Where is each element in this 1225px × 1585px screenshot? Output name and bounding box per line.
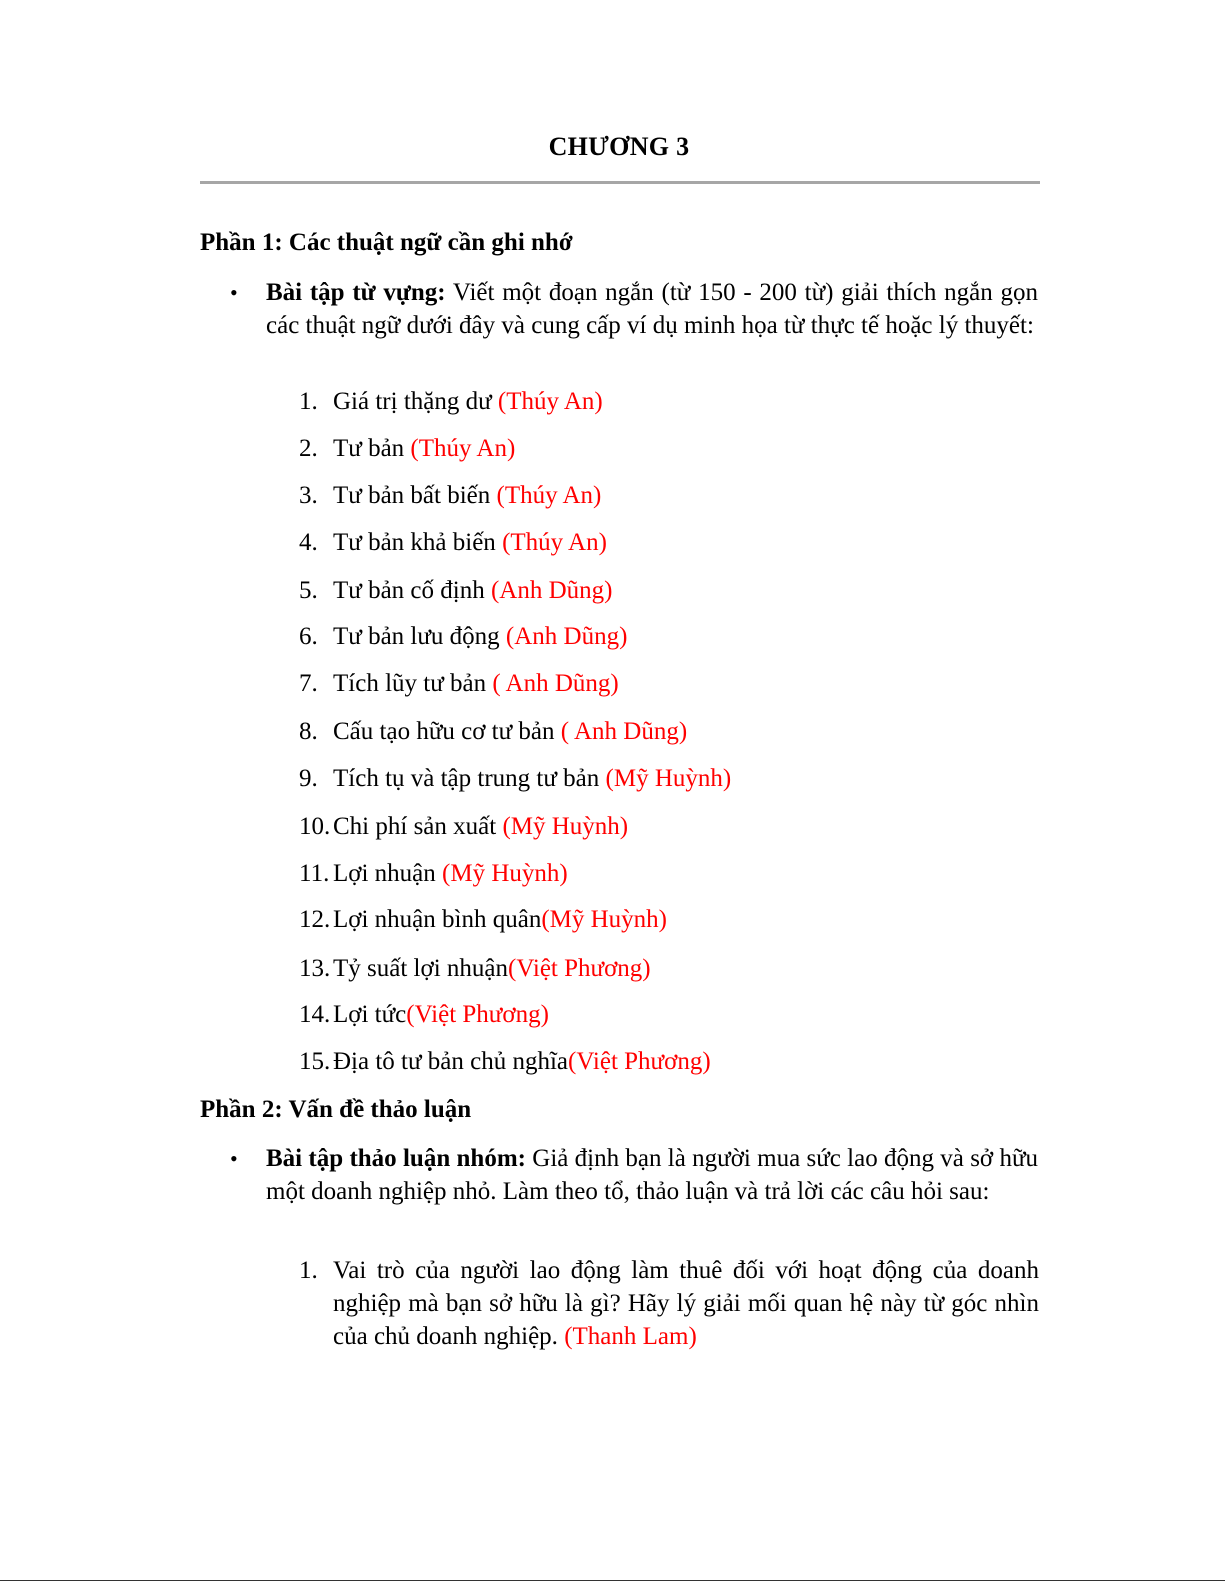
term-text: Địa tô tư bản chủ nghĩa [333, 1048, 569, 1075]
term-number: 8. [299, 718, 318, 745]
part2-heading: Phần 2: Vấn đề thảo luận [200, 1096, 472, 1123]
term-text: Tư bản [333, 435, 411, 462]
term-author: (Việt Phương) [406, 1001, 549, 1028]
term-item-7 [299, 670, 619, 698]
term-item-5 [299, 577, 612, 605]
term-text: Giá trị thặng dư [333, 388, 498, 415]
term-number: 13. [299, 955, 331, 982]
part2-bullet-text [266, 1142, 1038, 1208]
part2-bullet-label: Bài tập thảo luận nhóm: [266, 1145, 526, 1172]
term-item-9 [299, 765, 731, 793]
term-author: (Mỹ Huỳnh) [442, 860, 568, 887]
term-number: 11. [299, 860, 330, 887]
part2-bullet-body: Giả định bạn là người mua sức lao động và sở hữu một doanh nghiệp nhỏ. Làm theo tổ, thảo luận và trả lời các câu hỏi sau: [266, 1145, 1038, 1205]
term-number: 5. [299, 577, 318, 604]
term-author: (Anh Dũng) [490, 577, 613, 604]
page-bottom-edge [0, 1580, 1225, 1581]
term-author: (Việt Phương) [508, 955, 651, 982]
term-item-14 [299, 1001, 549, 1029]
part2-bullet [200, 1142, 1038, 1208]
part1-bullet-body: Viết một đoạn ngắn (từ 150 - 200 từ) giải thích ngắn gọn các thuật ngữ dưới đây và cung cấp ví dụ minh họa từ thực tế hoặc lý thuyết: [266, 279, 1038, 339]
term-item-13 [299, 955, 651, 983]
part1-bullet [200, 276, 1038, 342]
term-number: 14. [299, 1001, 331, 1028]
term-number: 9. [299, 765, 318, 792]
term-author: ( Anh Dũng) [492, 670, 619, 697]
term-author: (Anh Dũng) [505, 623, 628, 650]
term-text: Tư bản lưu động [333, 623, 506, 650]
term-item-15 [299, 1048, 711, 1076]
term-text: Tư bản bất biến [333, 482, 497, 509]
term-number: 15. [299, 1048, 331, 1075]
term-item-2 [299, 435, 515, 463]
term-number: 3. [299, 482, 318, 509]
term-number: 12. [299, 906, 331, 933]
term-number: 7. [299, 670, 318, 697]
term-text: Lợi tức [333, 1001, 407, 1028]
bullet-icon: • [230, 280, 238, 305]
part1-heading: Phần 1: Các thuật ngữ cần ghi nhớ [200, 229, 573, 256]
question-text: Vai trò của người lao động làm thuê đối với hoạt động của doanh nghiệp mà bạn sở hữu là gì? Hãy lý giải mối quan hệ này từ góc nhìn của chủ doanh nghiệp. [333, 1257, 1039, 1350]
term-text: Tích lũy tư bản [333, 670, 493, 697]
term-item-10 [299, 813, 628, 841]
title-divider [200, 181, 1040, 184]
term-author: (Thúy An) [410, 435, 516, 462]
term-text: Lợi nhuận bình quân [333, 906, 542, 933]
part1-bullet-label: Bài tập từ vựng: [266, 279, 446, 306]
term-text: Cấu tạo hữu cơ tư bản [333, 718, 561, 745]
term-item-11 [299, 860, 568, 888]
question-item-1 [299, 1254, 1039, 1353]
term-author: (Mỹ Huỳnh) [541, 906, 668, 933]
term-number: 6. [299, 623, 318, 650]
term-number: 10. [299, 813, 331, 840]
term-text: Tư bản cố định [333, 577, 491, 604]
term-item-4 [299, 529, 607, 557]
term-author: (Thúy An) [502, 529, 607, 556]
question-text-block [333, 1254, 1039, 1353]
term-item-8 [299, 718, 687, 746]
term-author: (Mỹ Huỳnh) [502, 813, 629, 840]
term-text: Tỷ suất lợi nhuận [333, 955, 508, 982]
term-author: (Thúy An) [496, 482, 602, 509]
term-item-12 [299, 906, 667, 934]
chapter-title: CHƯƠNG 3 [548, 132, 690, 161]
term-author: (Mỹ Huỳnh) [605, 765, 732, 792]
term-number: 2. [299, 435, 318, 462]
term-text: Lợi nhuận [333, 860, 443, 887]
term-item-3 [299, 482, 601, 510]
part1-bullet-text [266, 276, 1038, 342]
question-number: 1. [299, 1257, 318, 1284]
term-author: ( Anh Dũng) [560, 718, 688, 745]
term-item-1 [299, 388, 603, 416]
question-author: (Thanh Lam) [564, 1323, 697, 1350]
term-text: Tư bản khả biến [333, 529, 503, 556]
bullet-icon: • [230, 1146, 238, 1171]
term-text: Tích tụ và tập trung tư bản [333, 765, 606, 792]
term-number: 4. [299, 529, 318, 556]
term-text: Chi phí sản xuất [333, 813, 503, 840]
term-number: 1. [299, 388, 318, 415]
term-author: (Việt Phương) [568, 1048, 711, 1075]
term-item-6 [299, 623, 627, 651]
term-author: (Thúy An) [497, 388, 603, 415]
